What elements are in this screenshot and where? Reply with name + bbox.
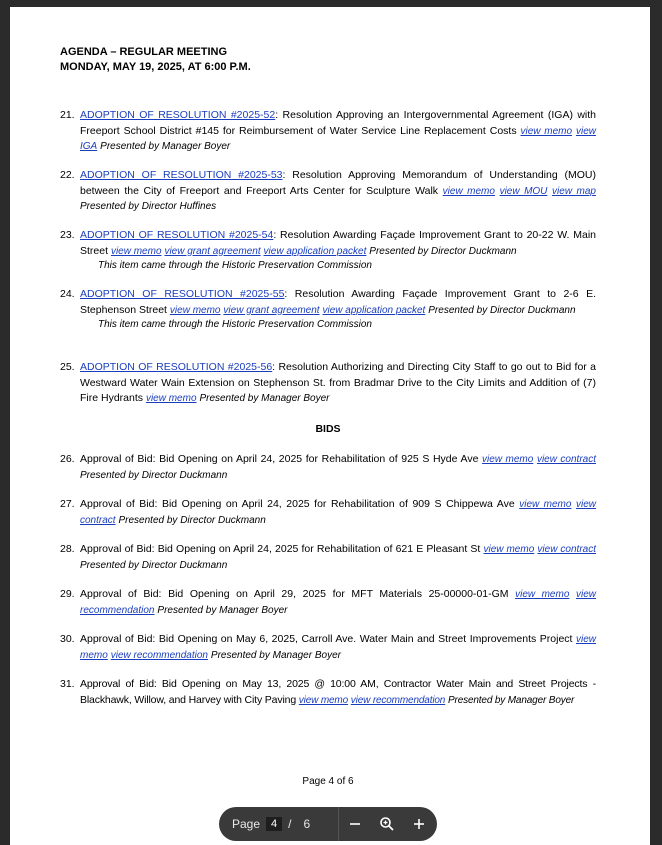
view-contract-link[interactable]: view contract: [80, 499, 596, 526]
view-memo-link[interactable]: view memo: [515, 589, 570, 600]
item-text: : Resolution Awarding Façade Improvement Grant to 20-22 W. Main Street: [80, 229, 596, 257]
item-number: 27.: [60, 498, 75, 510]
view-memo-link[interactable]: view memo: [169, 304, 221, 316]
view-memo-link[interactable]: view memo: [520, 125, 573, 137]
current-page-input[interactable]: 4: [266, 817, 282, 831]
page-label: Page: [232, 817, 261, 831]
view-mou-link[interactable]: view MOU: [499, 185, 548, 197]
item-text: Approval of Bid: Bid Opening on May 6, 2025, Carroll Ave. Water Main and Street Improvements Project: [80, 633, 576, 645]
item-text: : Resolution Approving Memorandum of Understanding (MOU) between the City of Freeport and Freeport Arts Center for Sculpture Walk: [80, 169, 596, 197]
bid-item-27: [60, 497, 596, 528]
presenter: Presented by Manager Boyer: [448, 694, 575, 706]
item-number: 22.: [60, 169, 75, 181]
presenter: Presented by Director Duckmann: [80, 469, 228, 481]
view-memo-link[interactable]: view memo: [298, 694, 349, 706]
zoom-fit-button[interactable]: [371, 807, 403, 841]
view-memo-link[interactable]: view memo: [483, 544, 535, 555]
resolution-link-2025-54[interactable]: ADOPTION OF RESOLUTION #2025-54: [80, 229, 274, 241]
view-application-packet-link[interactable]: view application packet: [322, 304, 426, 316]
page-separator: /: [288, 817, 292, 831]
resolution-link-2025-55[interactable]: ADOPTION OF RESOLUTION #2025-55: [80, 288, 285, 300]
item-number: 24.: [60, 288, 75, 300]
view-application-packet-link[interactable]: view application packet: [263, 245, 367, 257]
view-memo-link[interactable]: view memo: [145, 393, 197, 404]
item-text: Approval of Bid: Bid Opening on April 24, 2025 for Rehabilitation of 925 S Hyde Ave: [80, 453, 483, 465]
item-text: : Resolution Approving an Intergovernmental Agreement (IGA) with Freeport School District #145 for Reimbursement of Water Service Line Replacement Costs: [80, 109, 596, 137]
item-text: Approval of Bid: Bid Opening on May 13, 2025 @ 10:00 AM, Contractor Water Main and Street Projects - Blackhawk, Willow, and Harvey with City Paving: [80, 678, 596, 706]
view-grant-agreement-link[interactable]: view grant agreement: [164, 245, 261, 257]
presenter: Presented by Director Huffines: [80, 201, 217, 212]
item-text: : Resolution Authorizing and Directing City Staff to go out to Bid for a Westward Water Wain Extension on Stephenson St. from Bradmar Drive to the City Limits and Addition of (7) Fire Hydrants: [80, 361, 596, 404]
header-title: AGENDA – REGULAR MEETING: [60, 46, 228, 58]
presenter: Presented by Director Duckmann: [369, 245, 517, 257]
agenda-item-23: [60, 228, 596, 273]
page-content: [60, 45, 597, 787]
agenda-item-22: [60, 168, 596, 215]
view-recommendation-link[interactable]: view recommendation: [350, 694, 446, 706]
bid-item-31: [60, 677, 596, 708]
item-number: 28.: [60, 543, 75, 555]
item-number: 23.: [60, 229, 75, 241]
item-number: 21.: [60, 109, 75, 121]
page-navigator: [219, 817, 338, 831]
view-contract-link[interactable]: view contract: [536, 454, 596, 465]
total-pages: 6: [303, 817, 311, 831]
zoom-icon: [379, 816, 395, 832]
agenda-item-24: [60, 287, 596, 332]
item-number: 31.: [60, 678, 75, 690]
presenter: Presented by Director Duckmann: [118, 514, 266, 526]
item-text: Approval of Bid: Bid Opening on April 24, 2025 for Rehabilitation of 909 S Chippewa Ave: [80, 498, 520, 510]
zoom-out-button[interactable]: [339, 807, 371, 841]
item-number: 25.: [60, 361, 75, 373]
presenter: Presented by Manager Boyer: [100, 141, 231, 152]
view-memo-link[interactable]: view memo: [482, 454, 534, 465]
zoom-in-button[interactable]: [403, 807, 435, 841]
item-note: This item came through the Historic Preservation Commission: [98, 260, 372, 271]
page-footer: Page 4 of 6: [302, 776, 354, 787]
view-map-link[interactable]: view map: [552, 185, 596, 197]
plus-icon: [412, 817, 426, 831]
minus-icon: [348, 817, 362, 831]
item-note: This item came through the Historic Preservation Commission: [98, 319, 372, 330]
agenda-item-25: [60, 360, 596, 407]
bid-item-30: [60, 632, 596, 663]
view-memo-link[interactable]: view memo: [80, 634, 596, 661]
resolution-link-2025-56[interactable]: ADOPTION OF RESOLUTION #2025-56: [80, 361, 273, 373]
presenter: Presented by Director Duckmann: [80, 559, 228, 571]
view-iga-link[interactable]: view IGA: [80, 125, 596, 152]
bid-item-29: [60, 587, 596, 618]
item-text: : Resolution Awarding Façade Improvement Grant to 2-6 E. Stephenson Street: [80, 288, 596, 316]
view-contract-link[interactable]: view contract: [537, 544, 597, 555]
view-memo-link[interactable]: view memo: [442, 185, 495, 197]
view-memo-link[interactable]: view memo: [519, 499, 572, 510]
document-page: [10, 7, 650, 845]
view-grant-agreement-link[interactable]: view grant agreement: [223, 304, 320, 316]
view-recommendation-link[interactable]: view recommendation: [110, 649, 208, 661]
view-recommendation-link[interactable]: view recommendation: [80, 589, 596, 616]
header-date: MONDAY, MAY 19, 2025, AT 6:00 P.M.: [60, 61, 251, 73]
item-text: Approval of Bid: Bid Opening on April 24, 2025 for Rehabilitation of 621 E Pleasant St: [80, 543, 484, 555]
agenda-item-21: [60, 108, 596, 155]
presenter: Presented by Manager Boyer: [157, 604, 288, 616]
bid-item-26: [60, 452, 596, 483]
view-memo-link[interactable]: view memo: [110, 245, 162, 257]
presenter: Presented by Director Duckmann: [428, 304, 576, 316]
presenter: Presented by Manager Boyer: [210, 649, 341, 661]
pdf-page-toolbar: [219, 807, 437, 841]
item-text: Approval of Bid: Bid Opening on April 29, 2025 for MFT Materials 25-00000-01-GM: [80, 588, 516, 600]
bid-item-28: [60, 542, 596, 573]
item-number: 29.: [60, 588, 75, 600]
agenda-header: [60, 45, 596, 75]
resolution-link-2025-53[interactable]: ADOPTION OF RESOLUTION #2025-53: [80, 169, 283, 181]
item-number: 30.: [60, 633, 75, 645]
presenter: Presented by Manager Boyer: [199, 393, 330, 404]
bids-heading: BIDS: [315, 423, 341, 435]
resolution-link-2025-52[interactable]: ADOPTION OF RESOLUTION #2025-52: [80, 109, 276, 121]
item-number: 26.: [60, 453, 75, 465]
